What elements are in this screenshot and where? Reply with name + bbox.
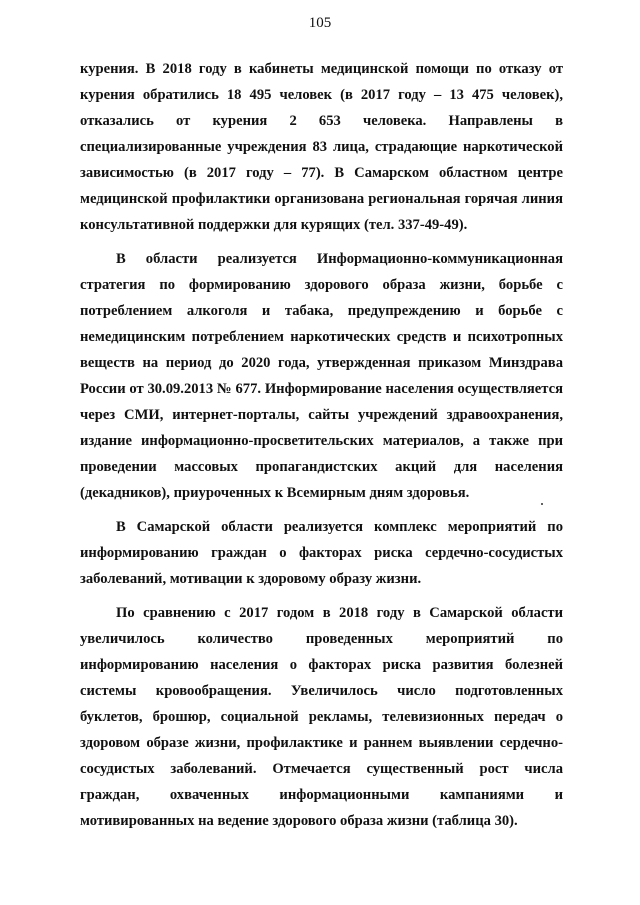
paragraph-comparison-2017-2018: По сравнению с 2017 годом в 2018 году в Самарской области увеличилось количество проведенных мероприятий по информированию населения о факторах риска развития болезней системы кровообращения. Увеличилось число подготовленных буклетов, брошюр, социальной рекламы, телевизионных передач о здоровом образе жизни, профилактике и раннем выявлении сердечно-сосудистых заболеваний. Отмечается существенный рост числа граждан, охваченных информационными кампаниями и мотивированных на ведение здорового образа жизни (таблица 30).: [80, 605, 563, 829]
paragraph-smoking-cessation: курения. В 2018 году в кабинеты медицинской помощи по отказу от курения обратились 18 495 человек (в 2017 году – 13 475 человек), отказались от курения 2 653 человека. Направлены в специализированные учреждения 83 лица, страдающие наркотической зависимостью (в 2017 году – 77). В Самарском областном центре медицинской профилактики организована региональная горячая линия консультативной поддержки для курящих (тел. 337-49-49).: [80, 61, 563, 233]
scan-speck: [541, 503, 543, 505]
document-body: [80, 56, 563, 842]
page-number: 105: [308, 15, 332, 31]
paragraph-communication-strategy: В области реализуется Информационно-коммуникационная стратегия по формированию здорового образа жизни, борьбе с потреблением алкоголя и табака, предупреждению и борьбе с немедицинским потреблением наркотических средств и психотропных веществ на период до 2020 года, утвержденная приказом Минздрава России от 30.09.2013 № 677. Информирование населения осуществляется через СМИ, интернет-порталы, сайты учреждений здравоохранения, издание информационно-просветительских материалов, а также при проведении массовых пропагандистских акций для населения (декадников), приуроченных к Всемирным дням здоровья.: [80, 251, 563, 501]
paragraph-cardio-risk-information: В Самарской области реализуется комплекс мероприятий по информированию граждан о факторах риска сердечно-сосудистых заболеваний, мотивации к здоровому образу жизни.: [80, 519, 563, 587]
